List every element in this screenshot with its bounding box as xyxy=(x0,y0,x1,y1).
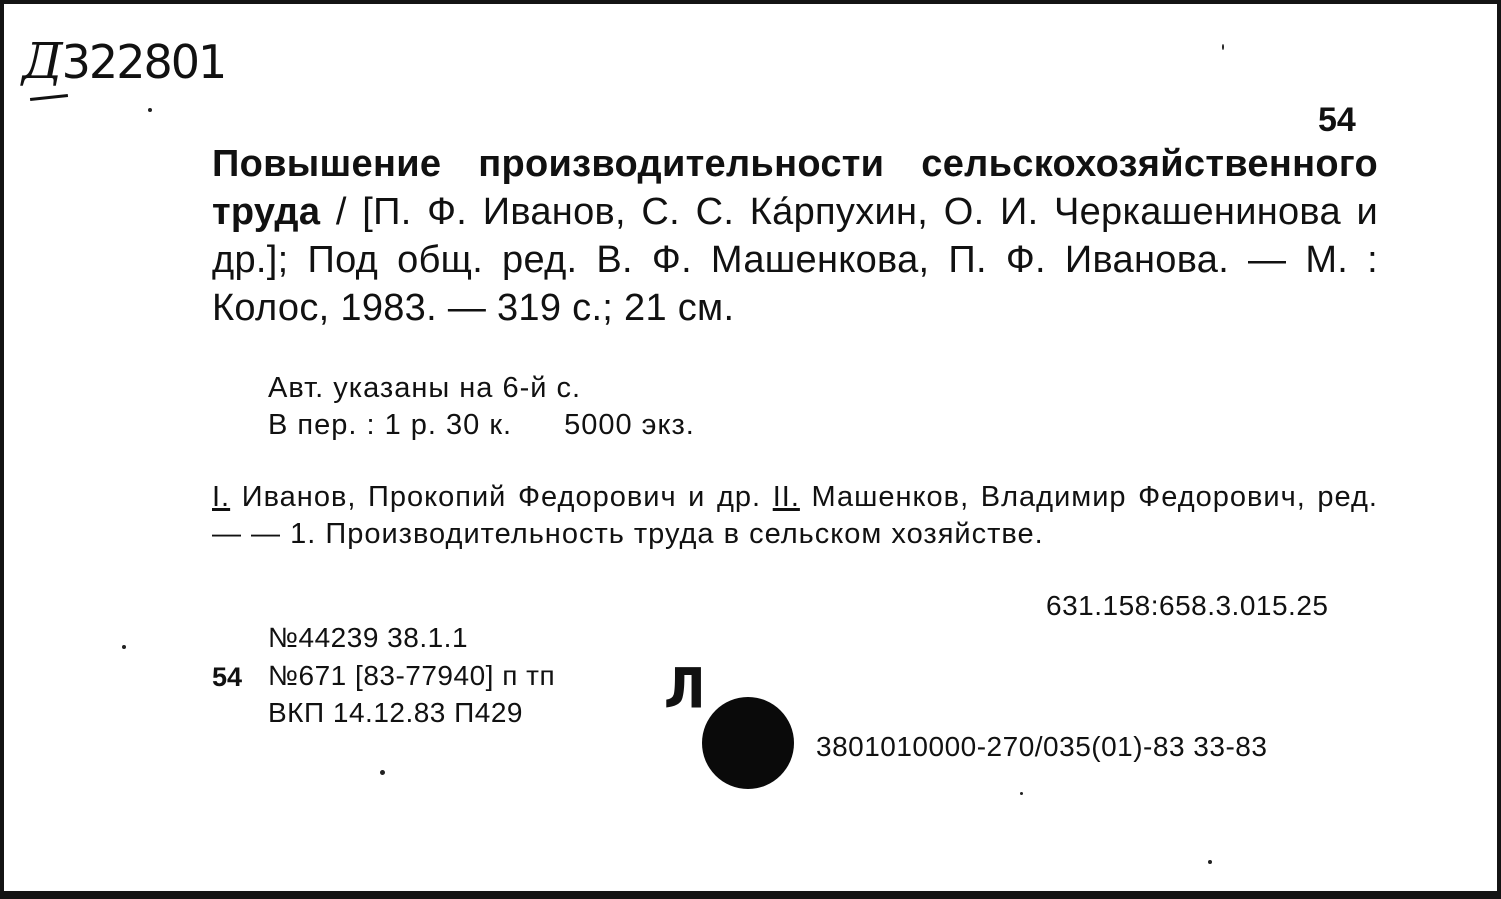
speck xyxy=(1222,44,1224,50)
speck xyxy=(380,770,385,775)
shelf-mark-bottom: 54 xyxy=(212,662,243,692)
record-number: №44239 38.1.1 xyxy=(268,622,469,653)
inventory-prefix: Д xyxy=(22,32,62,90)
inventory-digits: 322801 xyxy=(61,35,226,89)
speck xyxy=(1208,860,1212,864)
tracing-roman-2: II. xyxy=(772,481,800,513)
notes-block xyxy=(268,370,695,444)
tracing-part-2: Машенков, Владимир Федорович, ред. — — 1. Производительность труда в сельском хозяйстве. xyxy=(212,481,1378,550)
speck xyxy=(1020,792,1023,795)
tracings xyxy=(212,479,1378,553)
udc-code: 631.158:658.3.015.25 xyxy=(1046,590,1329,621)
speck xyxy=(122,645,126,649)
record-number-2: №671 [83-77940] п тп xyxy=(268,660,556,691)
speck xyxy=(148,108,152,112)
inventory-number xyxy=(22,32,226,90)
tracing-part-1: Иванов, Прокопий Федорович и др. xyxy=(241,481,762,513)
note-authors: Авт. указаны на 6-й с. xyxy=(268,372,582,404)
mark-letter: Л xyxy=(664,657,706,721)
shelf-mark-top: 54 xyxy=(1318,101,1356,139)
tracing-roman-1: I. xyxy=(212,481,231,513)
main-entry xyxy=(212,140,1378,332)
isbn-code: 3801010000-270/035(01)-83 33-83 xyxy=(816,731,1268,762)
price-line xyxy=(268,407,695,444)
vkp-line: ВКП 14.12.83 П429 xyxy=(268,697,524,728)
print-run: 5000 экз. xyxy=(564,409,695,441)
statement-of-responsibility: / [П. Ф. Иванов, С. С. Ка́рпухин, О. И. Черкашенинова и др.]; Под общ. ред. В. Ф. Машенкова, П. Ф. Иванова. — М. : Колос, 1983. — 319 с.; 21 см. xyxy=(212,191,1379,329)
black-dot-mark xyxy=(702,697,794,789)
price: В пер. : 1 р. 30 к. xyxy=(268,409,513,441)
book-title: Повышение производительности сельскохозяйственного труда xyxy=(212,143,1378,233)
